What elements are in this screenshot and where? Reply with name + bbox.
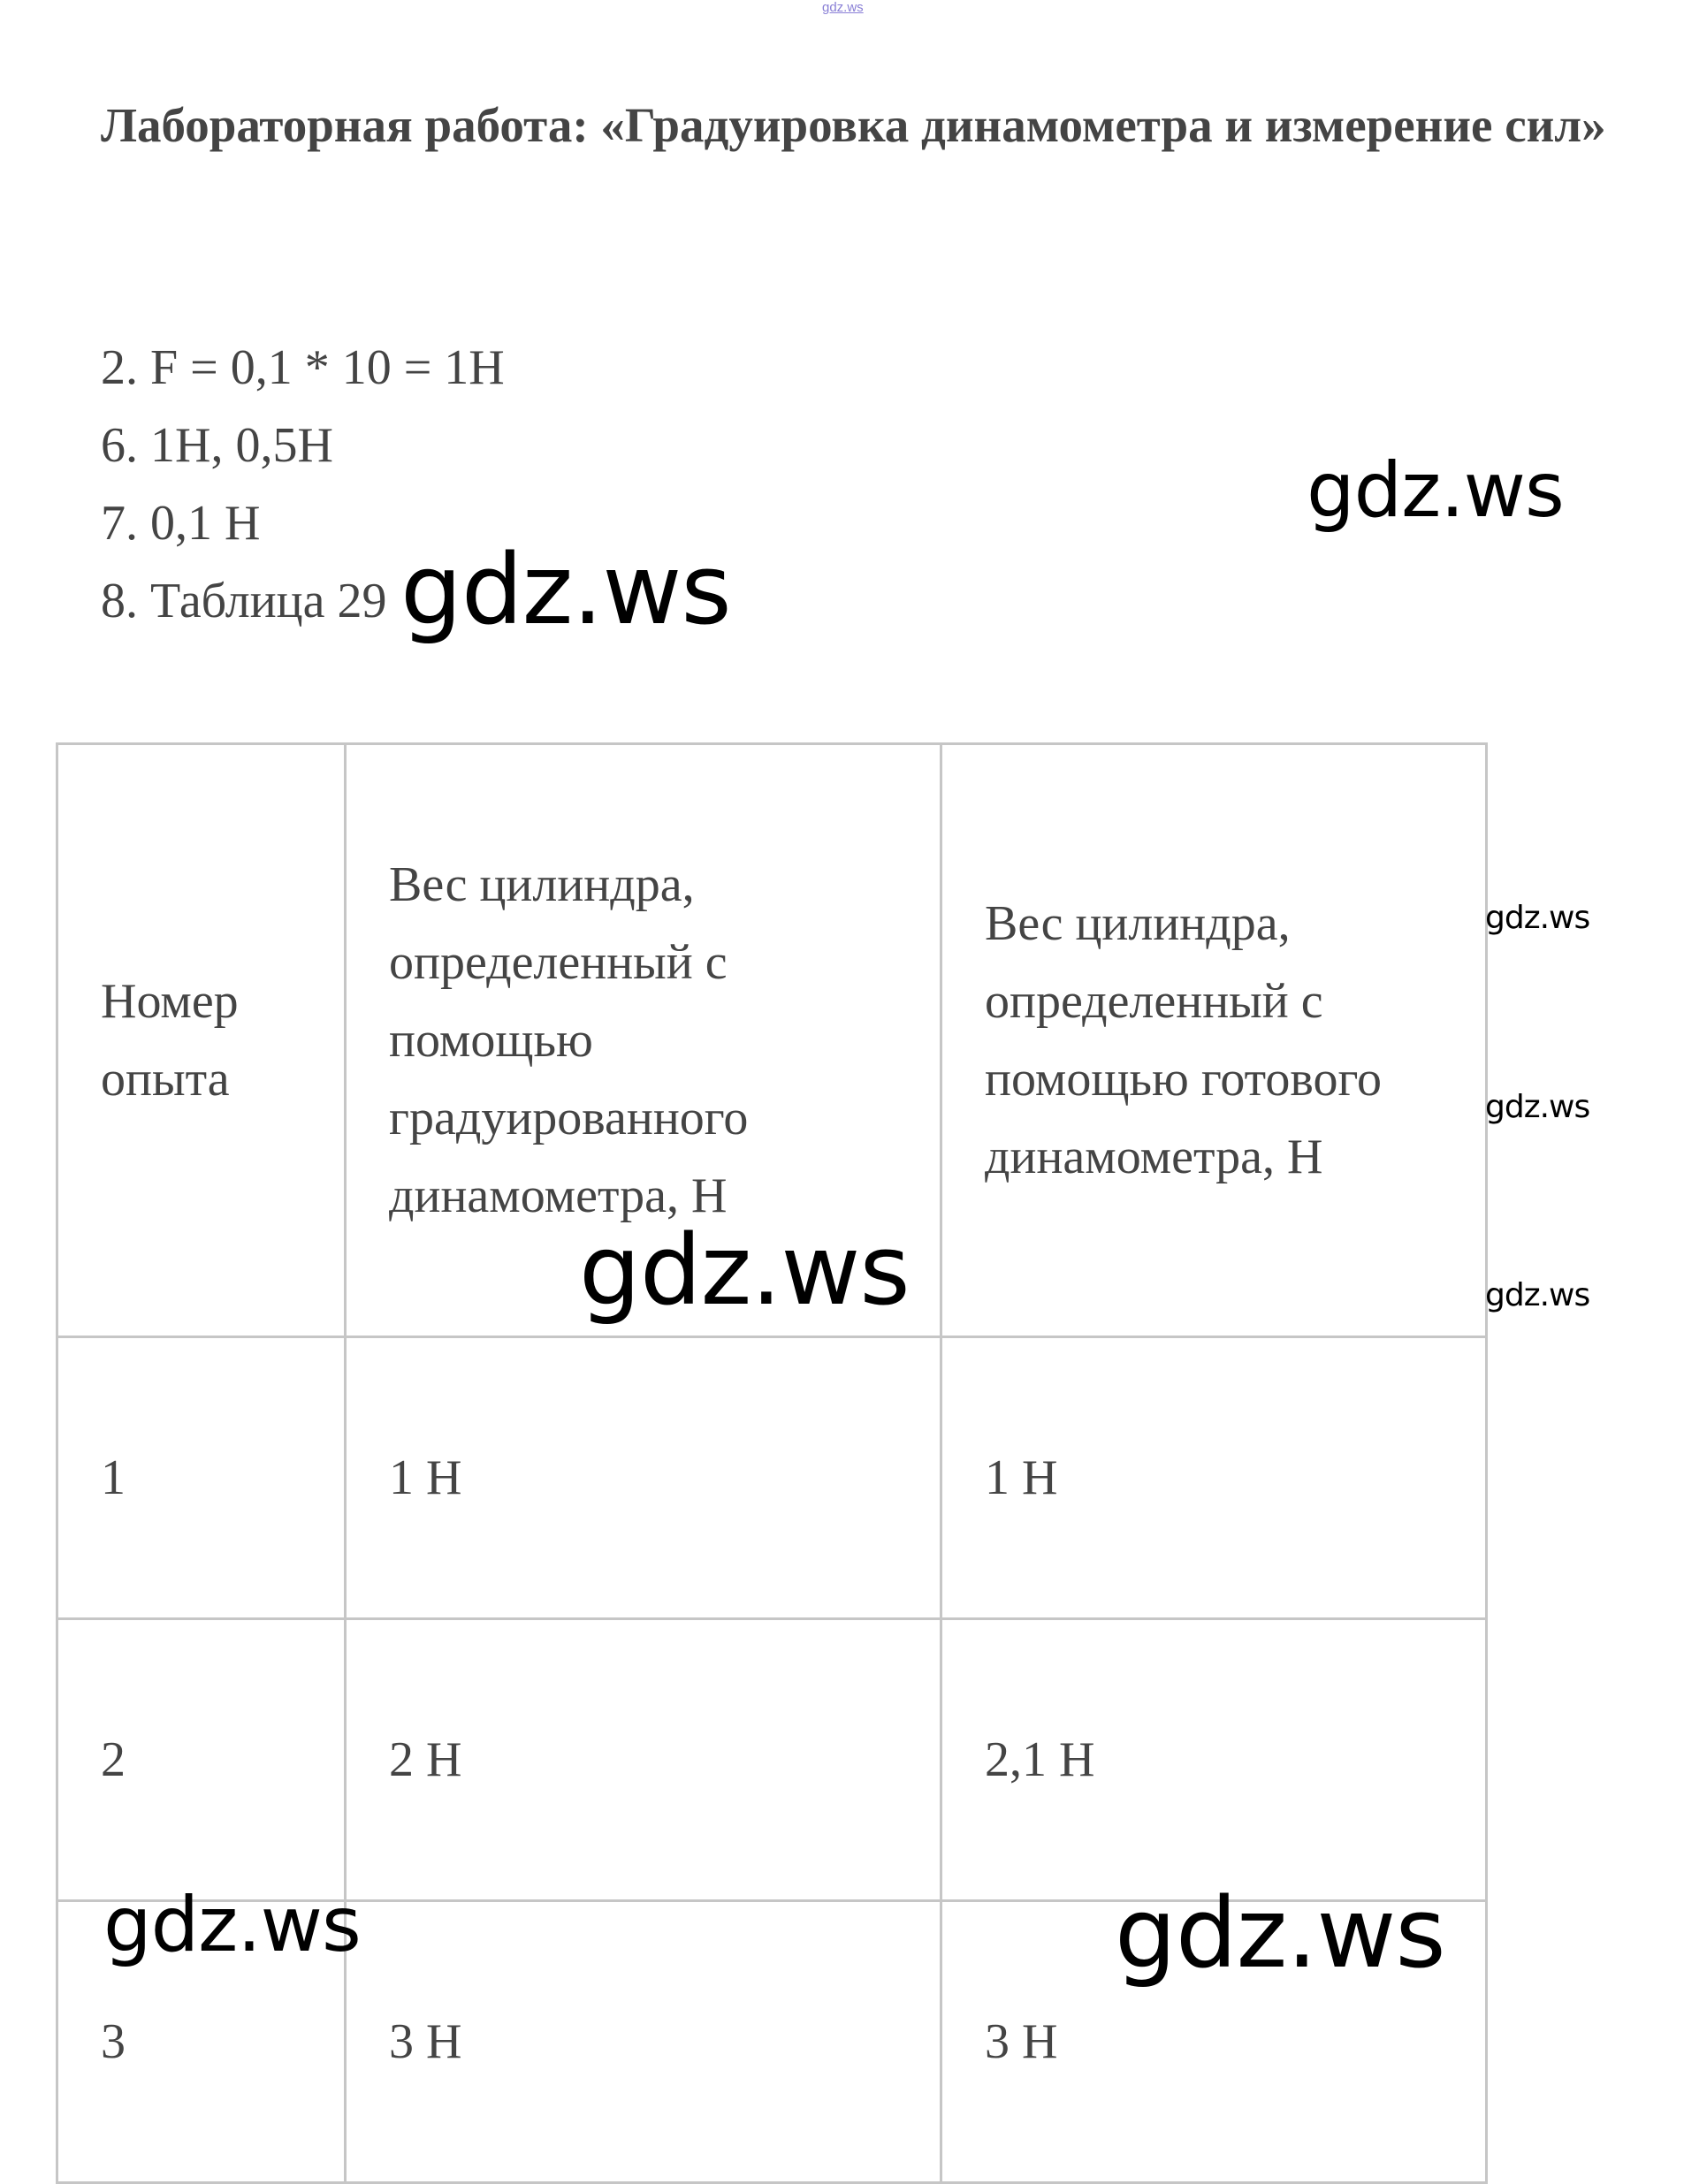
watermark: gdz.ws <box>1307 446 1564 535</box>
answer-line-8: 8. Таблица 29 <box>101 574 387 628</box>
header-ready-dynamometer-weight: Вес цилиндра, определенный с помощью готового динамометра, Н <box>941 744 1487 1337</box>
table-row <box>57 1337 1487 1619</box>
table-cell: 1 Н <box>941 1337 1487 1619</box>
table-cell: 2 Н <box>346 1619 941 1901</box>
watermark: gdz.ws <box>579 1214 910 1327</box>
watermark: gdz.ws <box>1485 1089 1590 1125</box>
top-watermark-link[interactable]: gdz.ws <box>822 0 864 15</box>
header-experiment-number: Номер опыта <box>57 744 346 1337</box>
watermark: gdz.ws <box>1485 1277 1590 1313</box>
table-row <box>57 1619 1487 1901</box>
table-cell: 3 Н <box>346 1901 941 2183</box>
table-cell: 2 <box>57 1619 346 1901</box>
table-cell: 3 <box>57 1901 346 2183</box>
answer-line-6: 6. 1Н, 0,5Н <box>101 418 333 473</box>
watermark: gdz.ws <box>1485 900 1590 936</box>
answer-line-7: 7. 0,1 Н <box>101 496 261 551</box>
watermark: gdz.ws <box>400 533 731 646</box>
table-cell: 1 Н <box>346 1337 941 1619</box>
table-cell: 2,1 Н <box>941 1619 1487 1901</box>
watermark: gdz.ws <box>1115 1876 1445 1990</box>
watermark: gdz.ws <box>103 1881 361 1969</box>
answer-line-2: 2. F = 0,1 * 10 = 1Н <box>101 340 505 395</box>
header-graduated-dynamometer-weight: Вес цилиндра, определенный с помощью градуированного динамометра, Н <box>346 744 941 1337</box>
table-cell: 3 Н <box>941 1901 1487 2183</box>
page-title: Лабораторная работа: «Градуировка динамометра и измерение сил» <box>101 98 1606 152</box>
table-cell: 1 <box>57 1337 346 1619</box>
